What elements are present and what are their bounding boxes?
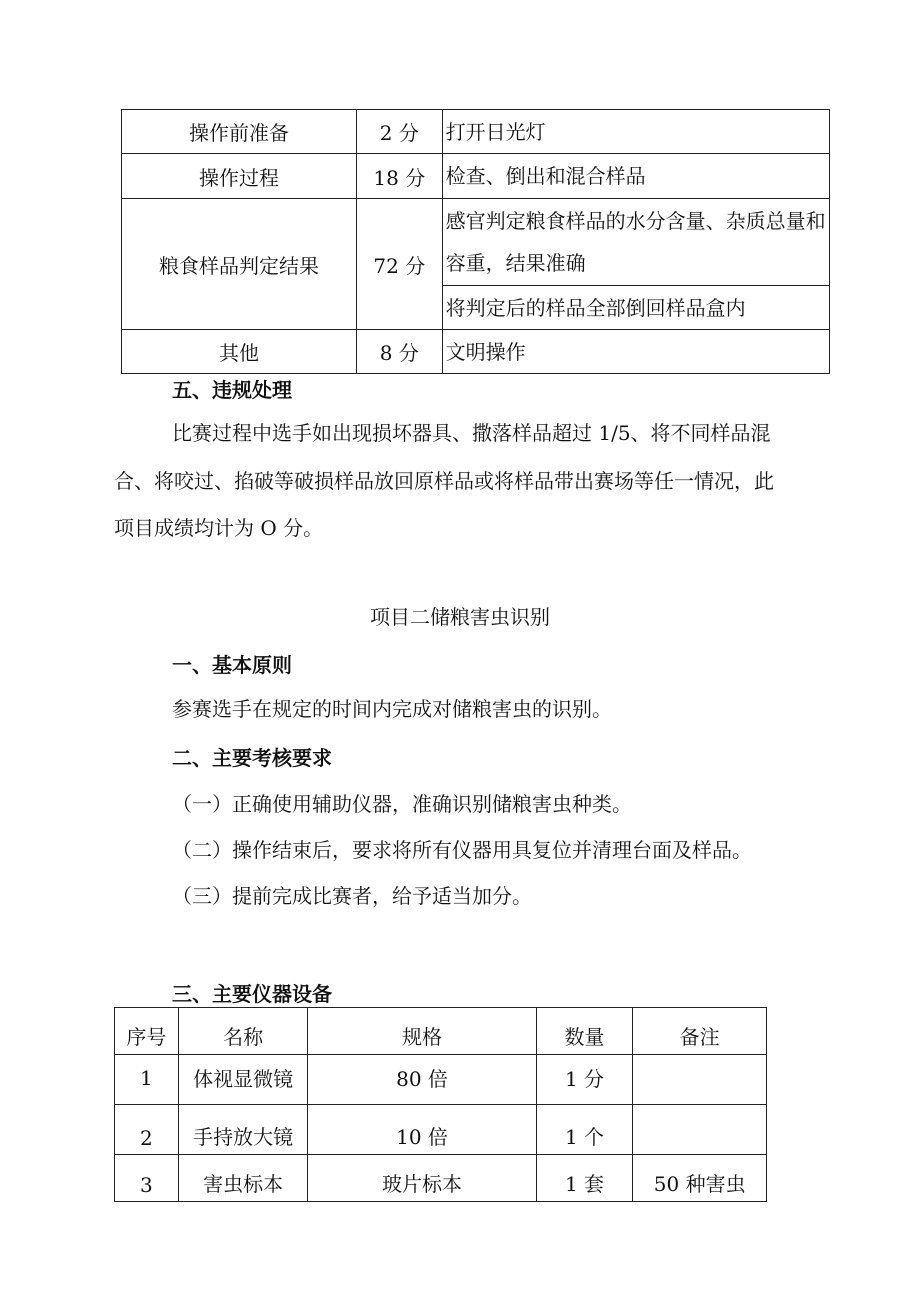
score-item: 操作前准备 [122,110,357,154]
score-table [121,109,830,374]
score-content: 文明操作 [442,330,829,374]
section2-heading: 二、主要考核要求 [172,746,332,770]
score-points: 72 分 [356,199,442,330]
column-header: 规格 [308,1008,536,1055]
score-item: 操作过程 [122,154,357,199]
table-cell: 10 倍 [308,1105,536,1155]
section2-item: （三）提前完成比赛者，给予适当加分。 [172,884,532,908]
section5-heading: 五、违规处理 [172,378,292,402]
score-content: 将判定后的样品全部倒回样品盒内 [442,286,829,330]
section1-heading: 一、基本原则 [172,653,292,677]
table-cell: 1 [115,1055,179,1105]
table-row [115,1055,767,1105]
table-cell [633,1055,767,1105]
table-cell: 1 分 [536,1055,633,1105]
table-row [122,199,830,286]
table-row [115,1105,767,1155]
table-header-row [115,1008,767,1055]
score-content: 打开日光灯 [442,110,829,154]
table-cell [633,1105,767,1155]
score-content: 感官判定粮食样品的水分含量、杂质总量和容重，结果准确 [442,199,829,286]
table-cell: 体视显微镜 [178,1055,308,1105]
score-points: 2 分 [356,110,442,154]
table-cell: 50 种害虫 [633,1155,767,1202]
table-cell: 手持放大镜 [178,1105,308,1155]
column-header: 名称 [178,1008,308,1055]
score-content: 检查、倒出和混合样品 [442,154,829,199]
section5-para-line3: 项目成绩均计为 O 分。 [114,516,324,540]
table-row [122,110,830,154]
score-item: 粮食样品判定结果 [122,199,357,330]
section2-item: （一）正确使用辅助仪器，准确识别储粮害虫种类。 [172,792,632,816]
score-points: 8 分 [356,330,442,374]
column-header: 数量 [536,1008,633,1055]
section5-para-line2: 合、将咬过、掐破等破损样品放回原样品或将样品带出赛场等任一情况，此 [114,469,774,493]
score-item: 其他 [122,330,357,374]
section2-item: （二）操作结束后，要求将所有仪器用具复位并清理台面及样品。 [172,838,752,862]
table-row [122,154,830,199]
table-cell: 3 [115,1155,179,1202]
score-points: 18 分 [356,154,442,199]
table-row [115,1155,767,1202]
section3-heading: 三、主要仪器设备 [172,982,332,1006]
table-cell: 害虫标本 [178,1155,308,1202]
table-cell: 2 [115,1105,179,1155]
table-cell: 1 套 [536,1155,633,1202]
table-cell: 1 个 [536,1105,633,1155]
table-cell: 80 倍 [308,1055,536,1105]
section5-para-line1: 比赛过程中选手如出现损坏器具、撒落样品超过 1/5、将不同样品混 [172,421,771,445]
table-cell: 玻片标本 [308,1155,536,1202]
project2-title: 项目二储粮害虫识别 [370,605,550,629]
column-header: 序号 [115,1008,179,1055]
column-header: 备注 [633,1008,767,1055]
equipment-table [114,1007,767,1202]
table-row [122,330,830,374]
section1-text: 参赛选手在规定的时间内完成对储粮害虫的识别。 [172,697,612,721]
